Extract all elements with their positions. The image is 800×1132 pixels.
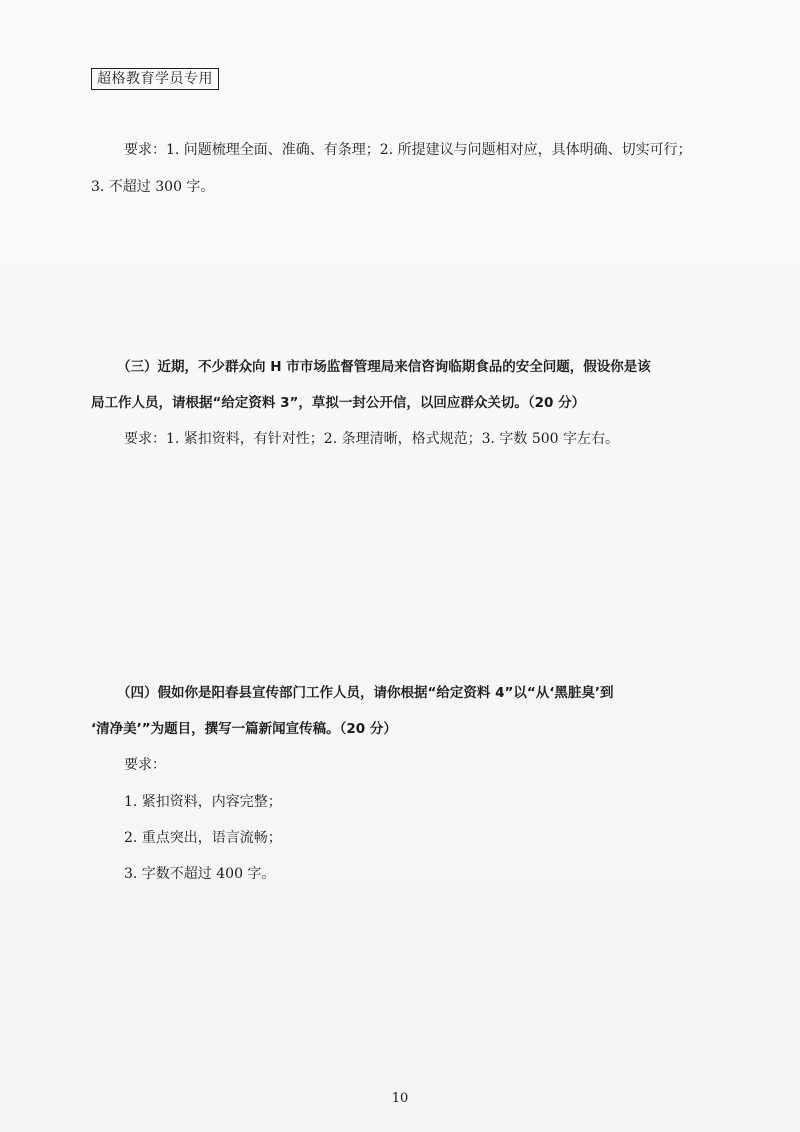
section2-requirement-line1: 要求：1. 问题梳理全面、准确、有条理；2. 所提建议与问题相对应，具体明确、切实可行； xyxy=(124,142,692,158)
section3-question-line2: 局工作人员，请根据“给定资料 3”，草拟一封公开信，以回应群众关切。（20 分） xyxy=(91,395,586,411)
section4-requirement-label: 要求： xyxy=(124,757,166,773)
section4-requirement-item: 2. 重点突出，语言流畅； xyxy=(124,830,282,846)
section2-requirement-line2: 3. 不超过 300 字。 xyxy=(91,179,215,195)
page-number: 10 xyxy=(391,1091,409,1106)
header-tag: 超格教育学员专用 xyxy=(91,68,219,90)
section4-question-line1: （四）假如你是阳春县宣传部门工作人员，请你根据“给定资料 4”以“从‘黑脏臭’到 xyxy=(117,685,614,701)
section4-requirement-item: 3. 字数不超过 400 字。 xyxy=(124,866,276,882)
section4-question-line2: ‘清净美’”为题目，撰写一篇新闻宣传稿。（20 分） xyxy=(91,721,397,737)
section3-requirement: 要求：1. 紧扣资料，有针对性；2. 条理清晰，格式规范；3. 字数 500 字左右。 xyxy=(124,431,620,447)
section3-question-line1: （三）近期，不少群众向 H 市市场监督管理局来信咨询临期食品的安全问题，假设你是该 xyxy=(117,359,651,375)
section4-requirement-item: 1. 紧扣资料，内容完整； xyxy=(124,794,282,810)
